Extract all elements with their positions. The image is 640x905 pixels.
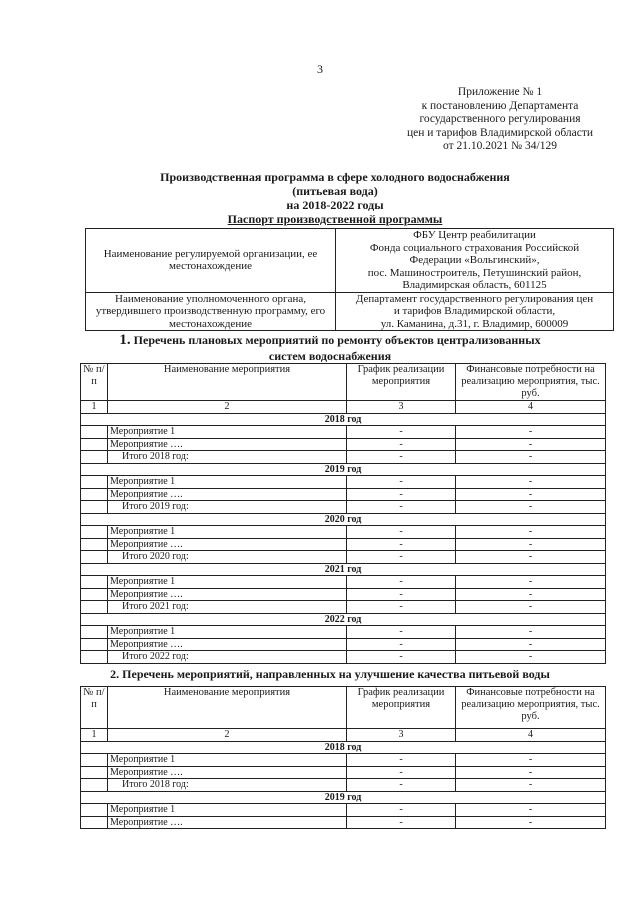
total-row <box>81 651 606 664</box>
year-row: 2018 год <box>81 741 606 754</box>
finance-cell: - <box>456 816 606 829</box>
passport-value-line: Владимирская область, 601125 <box>402 279 547 291</box>
passport-table <box>85 228 614 331</box>
col-number: 4 <box>456 401 606 414</box>
finance-cell: - <box>456 779 606 792</box>
doc-title-line: на 2018-2022 годы <box>286 198 384 212</box>
finance-cell: - <box>456 488 606 501</box>
schedule-cell: - <box>347 576 456 589</box>
finance-cell: - <box>456 551 606 564</box>
col-header-schedule: График реализации мероприятия <box>347 364 456 401</box>
total-label: Итого 2018 год: <box>108 779 347 792</box>
passport-title: Паспорт производственной программы <box>227 212 443 226</box>
passport-value-line: ул. Каманина, д.31, г. Владимир, 600009 <box>380 317 569 330</box>
page-number: 3 <box>317 62 323 76</box>
activity-name: Мероприятие …. <box>108 816 347 829</box>
total-label: Итого 2019 год: <box>108 501 347 514</box>
schedule-cell: - <box>347 501 456 514</box>
table-row <box>81 588 606 601</box>
total-row <box>81 451 606 464</box>
passport-value <box>336 229 614 293</box>
table-row <box>81 626 606 639</box>
section1-number: 1. <box>119 332 131 348</box>
activity-name: Мероприятие …. <box>108 766 347 779</box>
col-header-schedule: График реализации мероприятия <box>347 687 456 729</box>
activity-name: Мероприятие 1 <box>108 576 347 589</box>
appendix-line: к постановлению Департамента <box>421 99 579 112</box>
year-row: 2018 год <box>81 413 606 426</box>
col-header-finance: Финансовые потребности на реализацию мероприятия, тыс. руб. <box>456 364 606 401</box>
appendix-line: государственного регулирования <box>419 113 581 125</box>
schedule-cell: - <box>347 626 456 639</box>
section1-title <box>60 334 600 347</box>
schedule-cell: - <box>347 754 456 767</box>
col-number: 1 <box>81 729 108 742</box>
col-number: 3 <box>347 729 456 742</box>
schedule-cell: - <box>347 651 456 664</box>
col-number: 1 <box>81 401 108 414</box>
col-number: 2 <box>108 729 347 742</box>
activity-name: Мероприятие …. <box>108 488 347 501</box>
table-row <box>81 426 606 439</box>
finance-cell: - <box>456 438 606 451</box>
col-number: 3 <box>347 401 456 414</box>
finance-cell: - <box>456 626 606 639</box>
table-row <box>81 754 606 767</box>
finance-cell: - <box>456 651 606 664</box>
schedule-cell: - <box>347 526 456 539</box>
total-row <box>81 779 606 792</box>
passport-value-line: и тарифов Владимирской области, <box>393 305 556 317</box>
col-header-num: № п/п <box>81 687 108 729</box>
total-row <box>81 501 606 514</box>
doc-title-line: (питьевая вода) <box>292 184 378 198</box>
appendix-line: от 21.10.2021 № 34/129 <box>443 140 557 152</box>
table-row <box>81 438 606 451</box>
passport-value-line: ФБУ Центр реабилитации <box>413 229 536 241</box>
table-row <box>81 476 606 489</box>
schedule-cell: - <box>347 638 456 651</box>
doc-title-line: Производственная программа в сфере холодного водоснабжения <box>160 170 510 184</box>
finance-cell: - <box>456 476 606 489</box>
finance-cell: - <box>456 538 606 551</box>
table-row <box>81 804 606 817</box>
schedule-cell: - <box>347 451 456 464</box>
finance-cell: - <box>456 451 606 464</box>
total-label: Итого 2020 год: <box>108 551 347 564</box>
activity-name: Мероприятие 1 <box>108 526 347 539</box>
activity-name: Мероприятие 1 <box>108 426 347 439</box>
activity-name: Мероприятие …. <box>108 638 347 651</box>
schedule-cell: - <box>347 488 456 501</box>
finance-cell: - <box>456 526 606 539</box>
finance-cell: - <box>456 804 606 817</box>
schedule-cell: - <box>347 588 456 601</box>
schedule-cell: - <box>347 766 456 779</box>
section1-title-line: Перечень плановых мероприятий по ремонту объектов централизованных <box>133 333 541 347</box>
finance-cell: - <box>456 576 606 589</box>
table-row <box>81 488 606 501</box>
table-1 <box>80 363 606 664</box>
finance-cell: - <box>456 426 606 439</box>
passport-label: Наименование регулируемой организации, ее местонахождение <box>86 229 336 293</box>
passport-value <box>336 292 614 331</box>
finance-cell: - <box>456 601 606 614</box>
table-row <box>81 526 606 539</box>
year-row: 2019 год <box>81 791 606 804</box>
activity-name: Мероприятие …. <box>108 588 347 601</box>
schedule-cell: - <box>347 438 456 451</box>
year-row: 2019 год <box>81 463 606 476</box>
activity-name: Мероприятие 1 <box>108 754 347 767</box>
schedule-cell: - <box>347 426 456 439</box>
finance-cell: - <box>456 588 606 601</box>
finance-cell: - <box>456 766 606 779</box>
section1-title-line2: систем водоснабжения <box>268 349 392 363</box>
total-label: Итого 2022 год: <box>108 651 347 664</box>
table-row <box>81 638 606 651</box>
activity-name: Мероприятие 1 <box>108 476 347 489</box>
schedule-cell: - <box>347 551 456 564</box>
schedule-cell: - <box>347 601 456 614</box>
activity-name: Мероприятие 1 <box>108 804 347 817</box>
passport-value-line: Департамент государственного регулирования цен <box>355 292 594 305</box>
section2-title: 2. Перечень мероприятий, направленных на улучшение качества питьевой воды <box>110 667 550 681</box>
finance-cell: - <box>456 638 606 651</box>
table-row <box>81 538 606 551</box>
activity-name: Мероприятие 1 <box>108 626 347 639</box>
passport-value-line: Федерации «Вольгинский», <box>409 254 540 266</box>
schedule-cell: - <box>347 538 456 551</box>
total-label: Итого 2021 год: <box>108 601 347 614</box>
activity-name: Мероприятие …. <box>108 438 347 451</box>
schedule-cell: - <box>347 779 456 792</box>
table-2 <box>80 686 606 829</box>
schedule-cell: - <box>347 816 456 829</box>
col-header-name: Наименование мероприятия <box>108 364 347 401</box>
total-row <box>81 601 606 614</box>
appendix-line: Приложение № 1 <box>457 86 543 98</box>
col-header-num: № п/п <box>81 364 108 401</box>
col-header-finance: Финансовые потребности на реализацию мероприятия, тыс. руб. <box>456 687 606 729</box>
col-header-name: Наименование мероприятия <box>108 687 347 729</box>
passport-value-line: Фонда социального страхования Российской <box>369 241 580 254</box>
table-row <box>81 816 606 829</box>
year-row: 2022 год <box>81 613 606 626</box>
schedule-cell: - <box>347 476 456 489</box>
finance-cell: - <box>456 754 606 767</box>
finance-cell: - <box>456 501 606 514</box>
schedule-cell: - <box>347 804 456 817</box>
total-row <box>81 551 606 564</box>
appendix-line: цен и тарифов Владимирской области <box>406 126 594 139</box>
table-row <box>81 576 606 589</box>
year-row: 2020 год <box>81 513 606 526</box>
total-label: Итого 2018 год: <box>108 451 347 464</box>
passport-label: Наименование уполномоченного органа, утвердившего производственную программу, его местонахождение <box>86 292 336 331</box>
passport-value-line: пос. Машиностроитель, Петушинский район, <box>367 266 582 279</box>
col-number: 2 <box>108 401 347 414</box>
appendix-header <box>380 86 620 154</box>
col-number: 4 <box>456 729 606 742</box>
table-row <box>81 766 606 779</box>
activity-name: Мероприятие …. <box>108 538 347 551</box>
year-row: 2021 год <box>81 563 606 576</box>
